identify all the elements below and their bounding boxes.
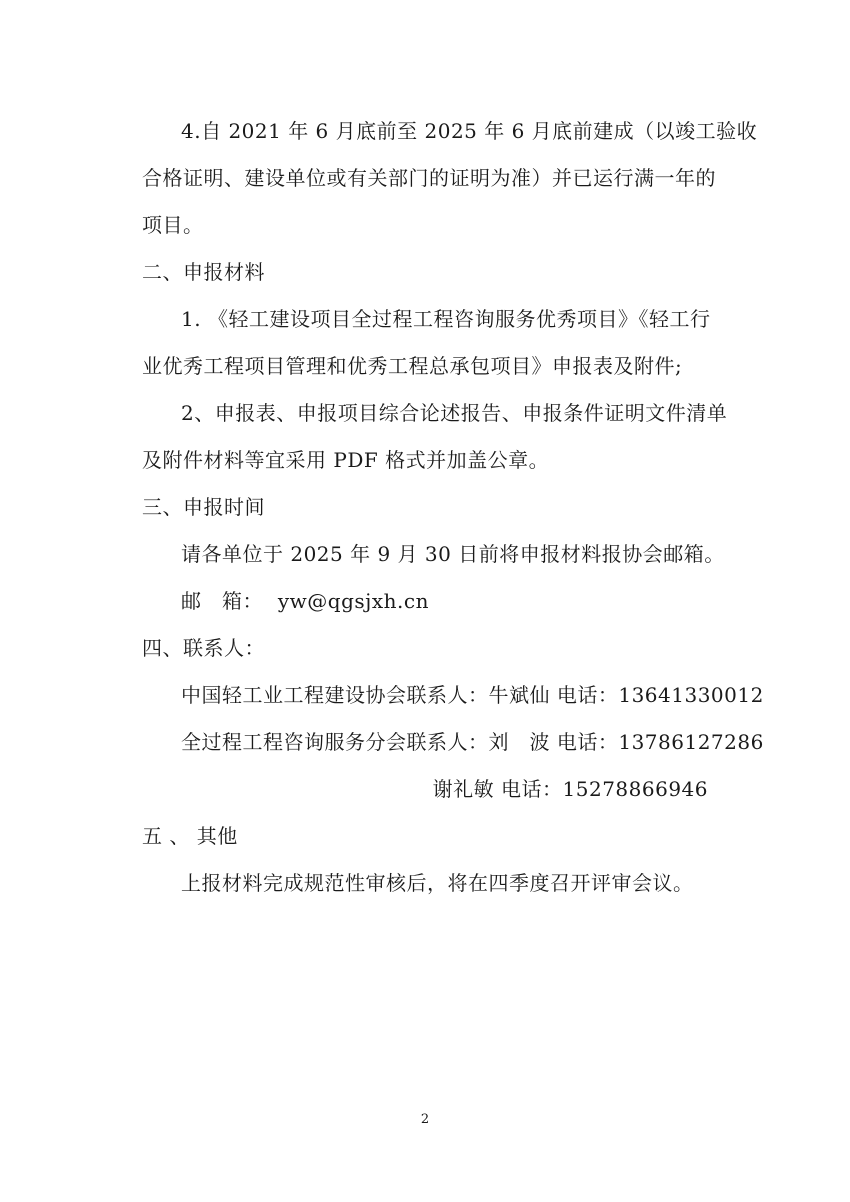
section2-item2-line1: 2、申报表、申报项目综合论述报告、申报条件证明文件清单 (181, 401, 728, 425)
item4-line1: 4.自 2021 年 6 月底前至 2025 年 6 月底前建成（以竣工验收 (181, 119, 758, 143)
email-value: yw@qgsjxh.cn (277, 589, 429, 613)
section3-heading: 三、申报时间 (142, 495, 265, 519)
section2-item2-line2: 及附件材料等宜采用 PDF 格式并加盖公章。 (142, 448, 550, 472)
page-number: 2 (420, 1112, 430, 1127)
email-label: 邮 箱： (181, 589, 263, 613)
section2-heading: 二、申报材料 (142, 260, 265, 284)
item4-line3: 项目。 (142, 213, 204, 237)
item4-line2: 合格证明、建设单位或有关部门的证明为准）并已运行满一年的 (142, 166, 716, 190)
section5-heading: 五 、 其他 (142, 824, 238, 848)
email-row (181, 588, 429, 614)
contact-line-3: 谢礼敏 电话：15278866946 (432, 777, 708, 801)
section5-body: 上报材料完成规范性审核后，将在四季度召开评审会议。 (181, 871, 694, 895)
section3-deadline: 请各单位于 2025 年 9 月 30 日前将申报材料报协会邮箱。 (181, 542, 725, 566)
contact-line-1: 中国轻工业工程建设协会联系人：牛斌仙 电话：13641330012 (181, 683, 764, 707)
section2-item1-line1: 1. 《轻工建设项目全过程工程咨询服务优秀项目》《轻工行 (181, 307, 711, 331)
section4-heading: 四、联系人： (142, 636, 265, 660)
section2-item1-line2: 业优秀工程项目管理和优秀工程总承包项目》申报表及附件; (142, 354, 683, 378)
contact-line-2: 全过程工程咨询服务分会联系人：刘 波 电话：13786127286 (181, 730, 764, 754)
